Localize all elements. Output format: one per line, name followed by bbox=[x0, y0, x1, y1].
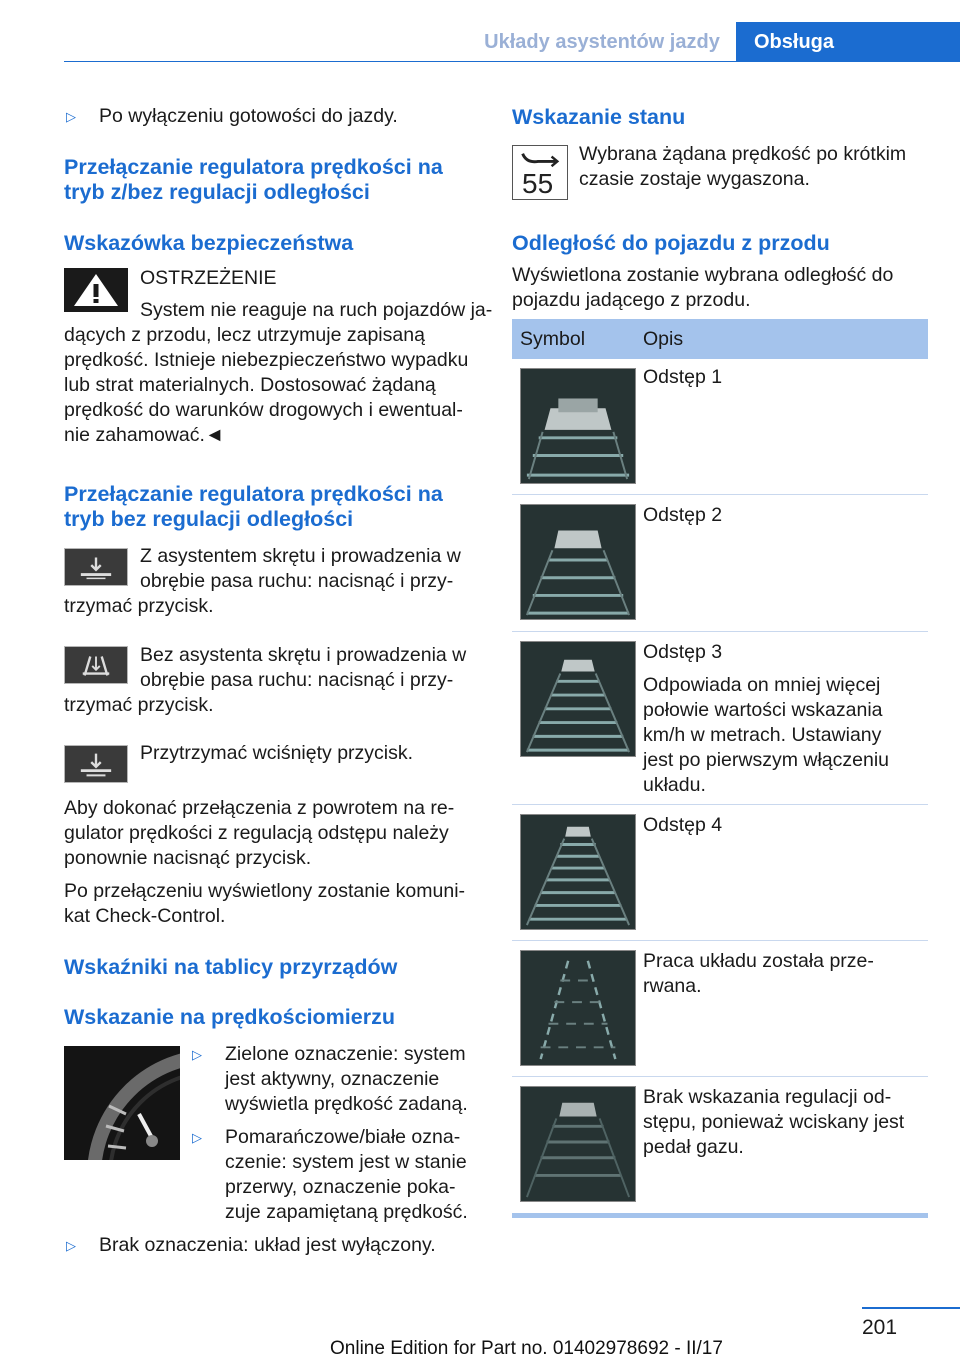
warning-line: System nie reaguje na ruch pojazdów ja- bbox=[140, 299, 493, 321]
page-number: 201 bbox=[862, 1316, 898, 1339]
heading-distance: Odległość do pojazdu z przodu bbox=[512, 231, 830, 255]
hold-button-icon bbox=[64, 745, 128, 783]
bullet-line: przerwy, oznaczenie poka- bbox=[225, 1176, 456, 1198]
row-description: rwana. bbox=[643, 975, 702, 997]
row-description: Odstęp 2 bbox=[643, 504, 723, 526]
paragraph-line: Aby dokonać przełączenia z powrotem na re- bbox=[64, 797, 455, 819]
paragraph-line: Z asystentem skrętu i prowadzenia w bbox=[140, 545, 461, 567]
warning-title: OSTRZEŻENIE bbox=[140, 267, 277, 289]
column-header-description: Opis bbox=[643, 328, 684, 350]
bullet-line: Zielone oznaczenie: system bbox=[225, 1043, 466, 1065]
section-tab[interactable]: Układy asystentów jazdy bbox=[484, 31, 720, 53]
paragraph-line: Bez asystenta skrętu i prowadzenia w bbox=[140, 644, 467, 666]
row-description-extra: jest po pierwszym włączeniu bbox=[643, 749, 890, 771]
paragraph-line: pojazdu jadącego z przodu. bbox=[512, 289, 751, 311]
bullet-line: jest aktywny, oznaczenie bbox=[225, 1068, 440, 1090]
distance-3-symbol-image bbox=[520, 641, 636, 757]
row-description-extra: Odpowiada on mniej więcej bbox=[643, 674, 881, 696]
paragraph-line: ponownie nacisnąć przycisk. bbox=[64, 847, 312, 869]
paragraph-line: Wybrana żądana prędkość po krótkim bbox=[579, 143, 907, 165]
edition-text: Online Edition for Part no. 01402978692 - II/17 bbox=[330, 1338, 723, 1359]
active-section-tab[interactable]: Obsługa bbox=[736, 22, 960, 62]
bullet-line: zuje zapamiętaną prędkość. bbox=[225, 1201, 468, 1223]
row-description: Odstęp 3 bbox=[643, 641, 723, 663]
paragraph-text: Przytrzymać wciśnięty przycisk. bbox=[140, 742, 414, 764]
table-row bbox=[512, 632, 928, 804]
paragraph-line: trzymać przycisk. bbox=[64, 595, 214, 617]
paragraph-line: czasie zostaje wygaszona. bbox=[579, 168, 810, 190]
row-description: Odstęp 4 bbox=[643, 814, 723, 836]
warning-icon bbox=[64, 268, 128, 312]
footer-divider bbox=[862, 1307, 960, 1309]
paragraph-line: trzymać przycisk. bbox=[64, 694, 214, 716]
distance-1-symbol-image bbox=[520, 368, 636, 484]
bullet-text: Brak oznaczenia: układ jest wyłączony. bbox=[99, 1234, 436, 1256]
speedometer-image bbox=[64, 1046, 180, 1160]
table-row bbox=[512, 941, 928, 1076]
paragraph-line: Po przełączeniu wyświetlony zostanie komuni- bbox=[64, 880, 466, 902]
heading-no-distance: Przełączanie regulatora prędkości na tryb bez regulacji odległości bbox=[64, 482, 443, 531]
page-header bbox=[0, 0, 960, 62]
heading-safety: Wskazówka bezpieczeństwa bbox=[64, 231, 354, 255]
bullet-triangle-icon: ▷ bbox=[192, 1130, 202, 1145]
bullet-triangle-icon: ▷ bbox=[66, 109, 76, 124]
paragraph-line: kat Check-Control. bbox=[64, 905, 226, 927]
warning-line: dących z przodu, lecz utrzymuje zapisaną bbox=[64, 324, 425, 346]
heading-status: Wskazanie stanu bbox=[512, 105, 686, 129]
column-header-symbol: Symbol bbox=[520, 328, 586, 350]
header-divider bbox=[64, 61, 960, 62]
row-description-extra: układu. bbox=[643, 774, 706, 796]
row-description: pedał gazu. bbox=[643, 1136, 744, 1158]
bullet-line: czenie: system jest w stanie bbox=[225, 1151, 467, 1173]
row-description: stępu, ponieważ wciskany jest bbox=[643, 1111, 905, 1133]
paragraph-line: obrębie pasa ruchu: nacisnąć i przy- bbox=[140, 669, 454, 691]
heading-switch-mode: Przełączanie regulatora prędkości na tryb z/bez regulacji odległości bbox=[64, 155, 443, 204]
bullet-line: Pomarańczowe/białe ozna- bbox=[225, 1126, 461, 1148]
distance-4-symbol-image bbox=[520, 814, 636, 930]
row-description: Brak wskazania regulacji od- bbox=[643, 1086, 892, 1108]
heading-speedometer: Wskazanie na prędkościomierzu bbox=[64, 1005, 395, 1029]
table-row bbox=[512, 359, 928, 494]
no-lane-assist-button-icon bbox=[64, 646, 128, 684]
accelerator-override-symbol-image bbox=[520, 1086, 636, 1202]
table-header bbox=[512, 319, 928, 359]
row-description-extra: km/h w metrach. Ustawiany bbox=[643, 724, 882, 746]
cruise-status-icon bbox=[512, 145, 568, 200]
system-interrupted-symbol-image bbox=[520, 950, 636, 1066]
bullet-triangle-icon: ▷ bbox=[192, 1047, 202, 1062]
paragraph-line: Wyświetlona zostanie wybrana odległość do bbox=[512, 264, 894, 286]
table-bottom-border bbox=[512, 1213, 928, 1218]
row-description-extra: połowie wartości wskazania bbox=[643, 699, 883, 721]
distance-2-symbol-image bbox=[520, 504, 636, 620]
warning-line: prędkość do warunków drogowych i ewentual- bbox=[64, 399, 463, 421]
table-row bbox=[512, 1077, 928, 1213]
warning-line: lub strat materialnych. Dostosować żądaną bbox=[64, 374, 436, 396]
warning-line: nie zahamować.◄ bbox=[64, 424, 225, 446]
table-row bbox=[512, 805, 928, 940]
bullet-line: wyświetla prędkość zadaną. bbox=[225, 1093, 468, 1115]
paragraph-line: gulator prędkości z regulacją odstępu należy bbox=[64, 822, 449, 844]
table-row bbox=[512, 495, 928, 631]
bullet-text: Po wyłączeniu gotowości do jazdy. bbox=[99, 105, 398, 127]
heading-indicators: Wskaźniki na tablicy przyrządów bbox=[64, 955, 398, 979]
lane-assist-button-icon bbox=[64, 548, 128, 586]
paragraph-line: obrębie pasa ruchu: nacisnąć i przy- bbox=[140, 570, 454, 592]
warning-line: prędkość. Istnieje niebezpieczeństwo wypadku bbox=[64, 349, 469, 371]
row-description: Praca układu została prze- bbox=[643, 950, 874, 972]
status-icon-value: 55 bbox=[522, 168, 554, 199]
row-description: Odstęp 1 bbox=[643, 366, 723, 388]
bullet-triangle-icon: ▷ bbox=[66, 1238, 76, 1253]
